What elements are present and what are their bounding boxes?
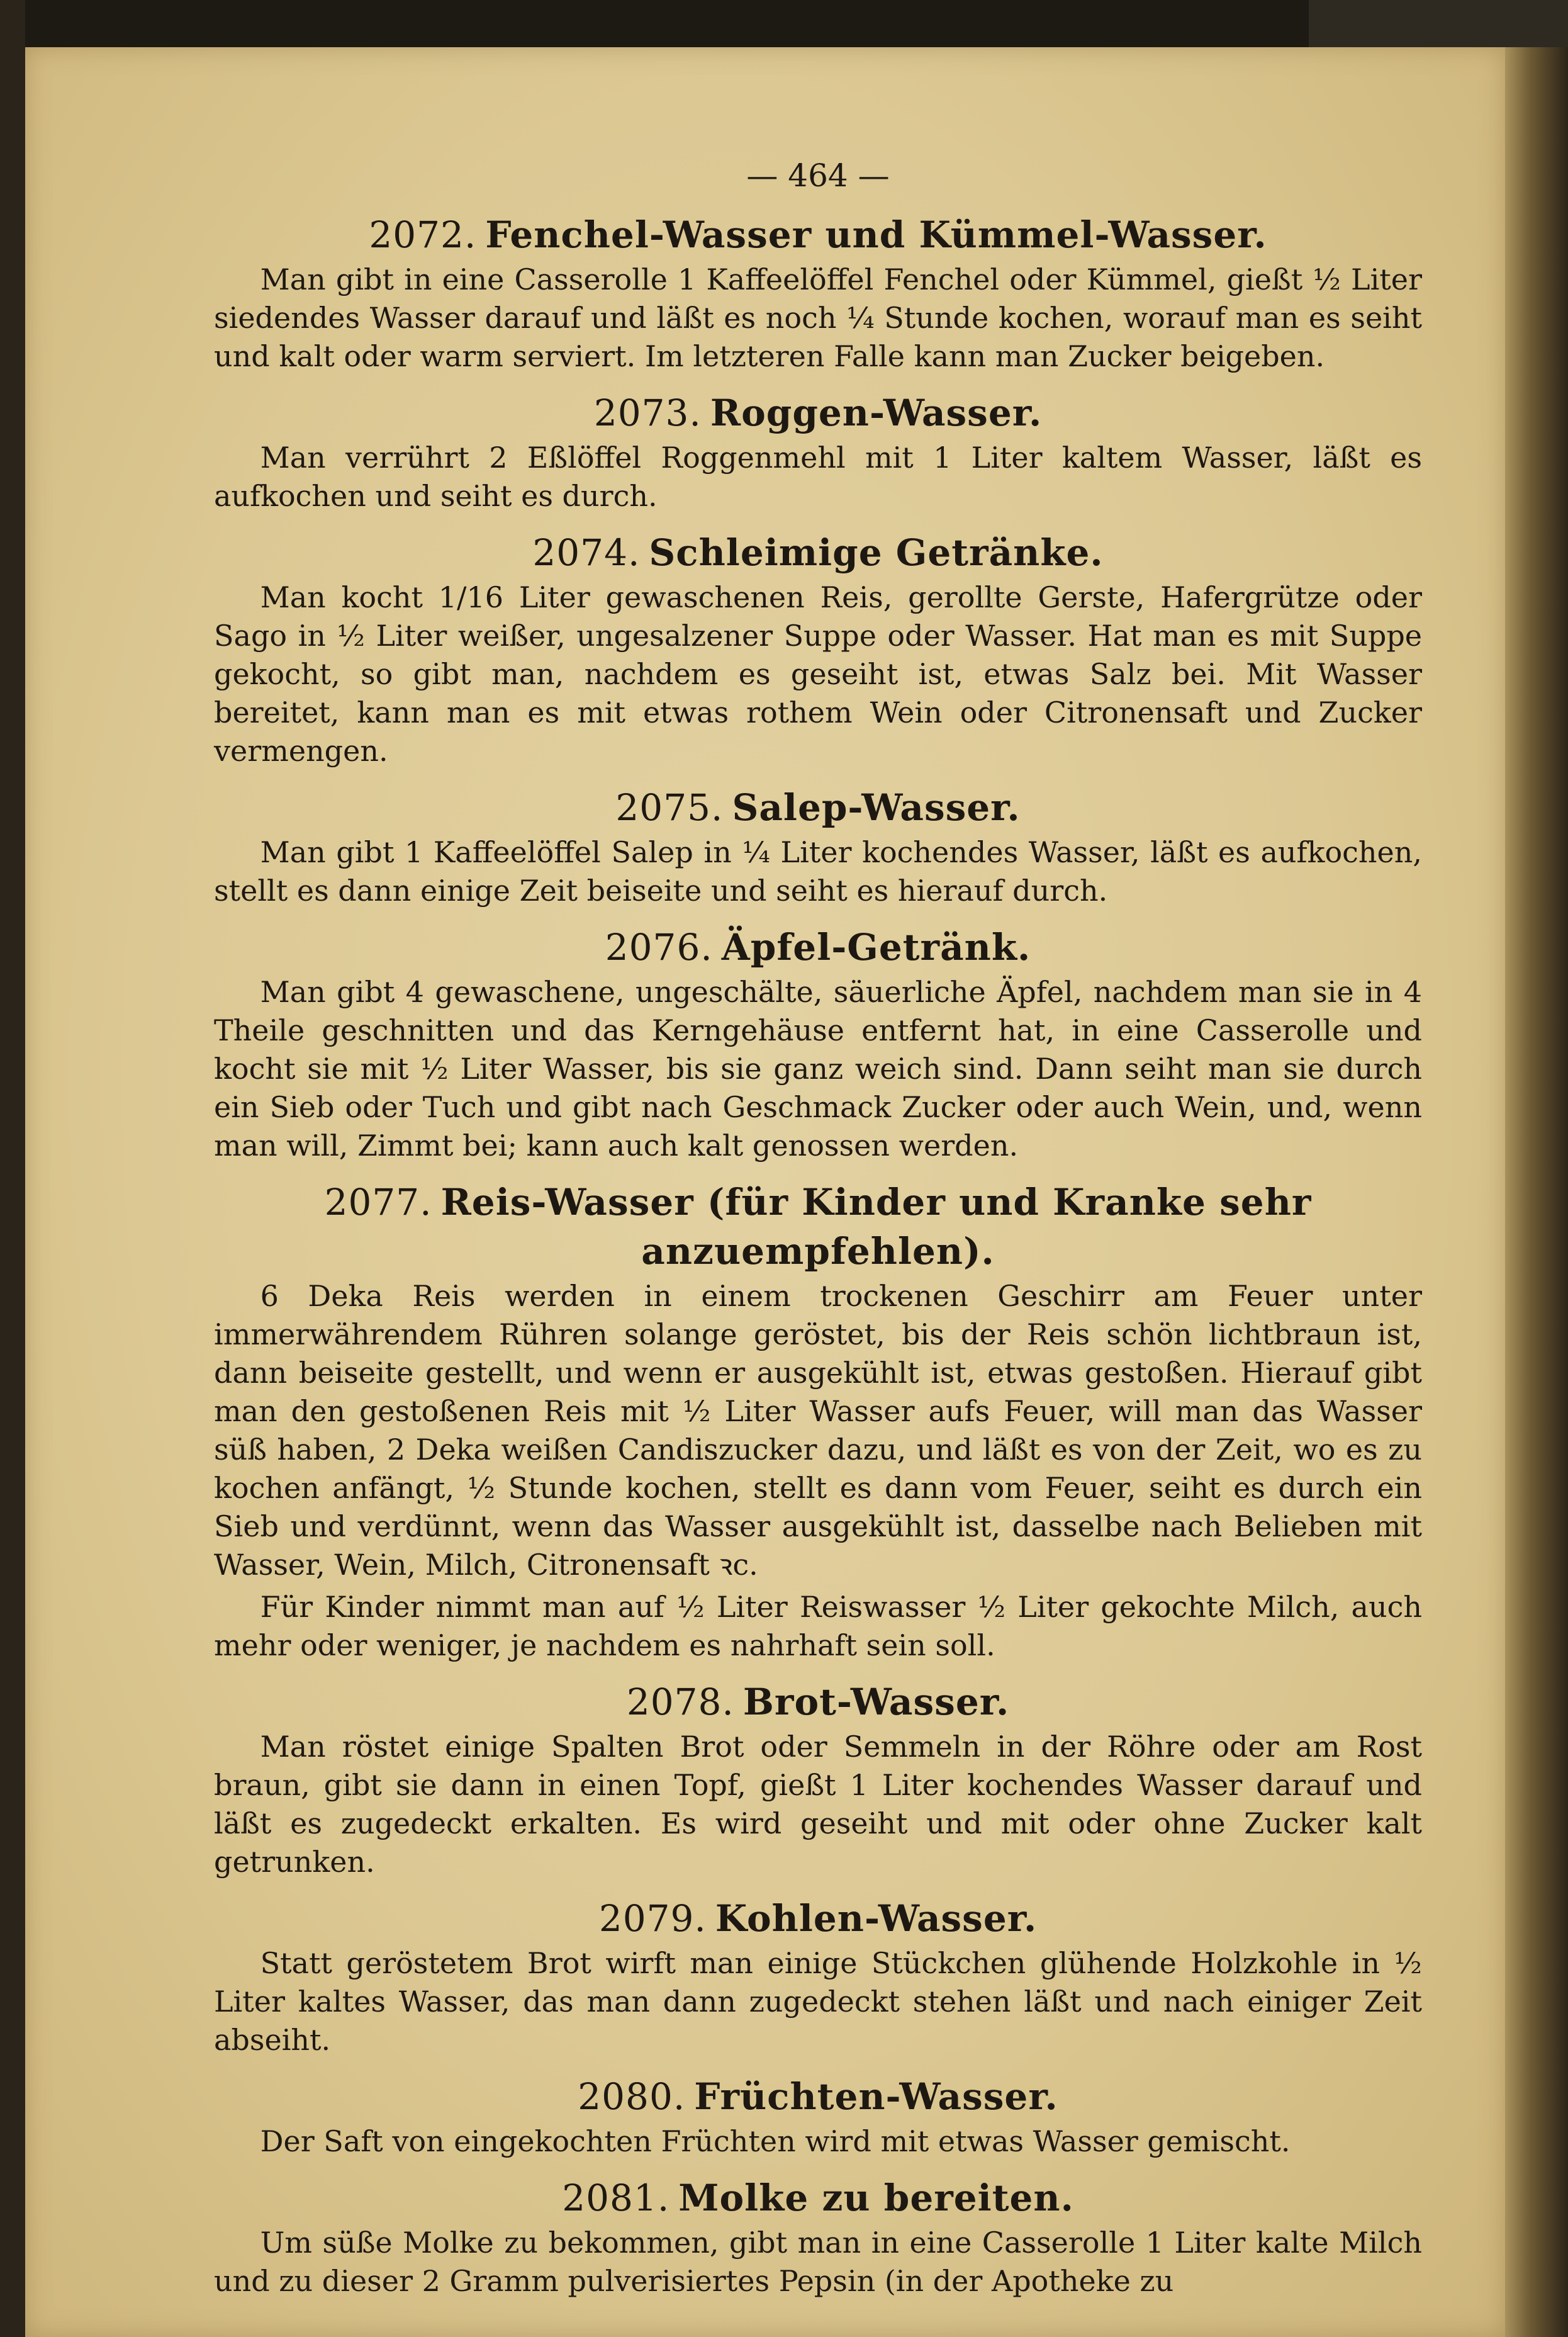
recipe-text: Man gibt 1 Kaffeelöffel Salep in ¼ Liter kochendes Wasser, läßt es aufkochen, stellt es dann einige Zeit beiseite und seiht es hierauf durch. — [214, 835, 1422, 908]
book-binding-left — [0, 0, 25, 2337]
recipe-text: Man verrührt 2 Eßlöffel Roggenmehl mit 1 Liter kaltem Wasser, läßt es aufkochen und seiht es durch. — [214, 441, 1422, 513]
page-content — [214, 157, 1422, 2313]
recipe-title: Reis-Wasser (für Kinder und Kranke sehr anzuempfehlen). — [440, 1181, 1312, 1273]
recipe-2078 — [214, 1677, 1422, 1881]
recipe-number: 2076. — [605, 926, 713, 969]
recipe-2079 — [214, 1894, 1422, 2059]
recipe-heading — [214, 2173, 1422, 2222]
recipe-number: 2073. — [593, 391, 702, 434]
recipe-text: Für Kinder nimmt man auf ½ Liter Reiswasser ½ Liter gekochte Milch, auch mehr oder weniger, je nachdem es nahrhaft sein soll. — [214, 1590, 1422, 1662]
recipe-2076 — [214, 923, 1422, 1165]
recipe-title: Kohlen-Wasser. — [715, 1897, 1038, 1940]
page-number: — 464 — — [746, 157, 890, 194]
recipe-number: 2081. — [562, 2177, 670, 2219]
recipe-text: 6 Deka Reis werden in einem trockenen Geschirr am Feuer unter immerwährendem Rühren solange geröstet, bis der Reis schön lichtbraun ist, dann beiseite gestellt, und wenn er ausgekühlt ist, etwas gestoßen. Hierauf gibt man den gestoßenen Reis mit ½ Liter Wasser aufs Feuer, will man das Wasser süß haben, 2 Deka weißen Candiszucker dazu, und läßt es von der Zeit, wo es zu kochen anfängt, ½ Stunde kochen, stellt es dann vom Feuer, seiht es durch ein Sieb und verdünnt, wenn das Wasser ausgekühlt ist, dasselbe nach Belieben mit Wasser, Wein, Milch, Citronensaft ꝛc. — [214, 1279, 1422, 1582]
scan-background-strip — [1309, 0, 1568, 47]
recipe-number: 2077. — [324, 1181, 432, 1224]
recipe-number: 2078. — [626, 1681, 734, 1723]
recipe-2072 — [214, 210, 1422, 376]
recipe-text: Man kocht 1/16 Liter gewaschenen Reis, gerollte Gerste, Hafergrütze oder Sago in ½ Liter weißer, ungesalzener Suppe oder Wasser. Hat man es mit Suppe gekocht, so gibt man, nachdem es geseiht ist, etwas Salz bei. Mit Wasser bereitet, kann man es mit etwas rothem Wein oder Citronensaft und Zucker vermengen. — [214, 580, 1422, 768]
recipe-2080 — [214, 2072, 1422, 2161]
recipe-2074 — [214, 528, 1422, 770]
page-edge-right — [1505, 47, 1568, 2337]
recipe-2075 — [214, 783, 1422, 910]
recipe-number: 2079. — [598, 1897, 707, 1940]
recipe-title: Roggen-Wasser. — [710, 391, 1043, 434]
recipe-heading — [214, 923, 1422, 972]
recipe-title: Brot-Wasser. — [742, 1681, 1010, 1723]
recipe-text: Man gibt in eine Casserolle 1 Kaffeelöffel Fenchel oder Kümmel, gießt ½ Liter siedendes Wasser darauf und läßt es noch ¼ Stunde kochen, worauf man es seiht und kalt oder warm serviert. Im letzteren Falle kann man Zucker beigeben. — [214, 262, 1422, 373]
recipe-title: Molke zu bereiten. — [678, 2177, 1074, 2219]
recipe-heading — [214, 210, 1422, 259]
recipe-text: Statt geröstetem Brot wirft man einige Stückchen glühende Holzkohle in ½ Liter kaltes Wasser, das man dann zugedeckt stehen läßt und nach einiger Zeit abseiht. — [214, 1946, 1422, 2057]
recipe-number: 2074. — [532, 531, 641, 574]
recipe-2073 — [214, 388, 1422, 515]
recipe-heading — [214, 2072, 1422, 2121]
recipe-heading — [214, 528, 1422, 577]
recipe-2077 — [214, 1178, 1422, 1665]
recipe-text: Um süße Molke zu bekommen, gibt man in eine Casserolle 1 Liter kalte Milch und zu dieser 2 Gramm pulverisiertes Pepsin (in der Apotheke zu — [214, 2226, 1422, 2298]
recipe-text: Man gibt 4 gewaschene, ungeschälte, säuerliche Äpfel, nachdem man sie in 4 Theile geschnitten und das Kerngehäuse entfernt hat, in eine Casserolle und kocht sie mit ½ Liter Wasser, bis sie ganz weich sind. Dann seiht man sie durch ein Sieb oder Tuch und gibt nach Geschmack Zucker oder auch Wein, und, wenn man will, Zimmt bei; kann auch kalt genossen werden. — [214, 975, 1422, 1163]
recipe-title: Salep-Wasser. — [732, 786, 1021, 829]
recipe-text: Der Saft von eingekochten Früchten wird mit etwas Wasser gemischt. — [260, 2124, 1291, 2158]
recipe-heading — [214, 1178, 1422, 1276]
recipe-heading — [214, 388, 1422, 437]
recipe-heading — [214, 1894, 1422, 1943]
recipe-heading — [214, 1677, 1422, 1726]
recipe-title: Früchten-Wasser. — [694, 2075, 1058, 2118]
recipe-title: Schleimige Getränke. — [649, 531, 1104, 574]
recipe-text: Man röstet einige Spalten Brot oder Semmeln in der Röhre oder am Rost braun, gibt sie dann in einen Topf, gießt 1 Liter kochendes Wasser darauf und läßt es zugedeckt erkalten. Es wird geseiht und mit oder ohne Zucker kalt getrunken. — [214, 1730, 1422, 1879]
recipe-number: 2072. — [369, 213, 477, 256]
recipe-2081 — [214, 2173, 1422, 2300]
recipe-title: Fenchel-Wasser und Kümmel-Wasser. — [485, 213, 1267, 256]
recipe-heading — [214, 783, 1422, 832]
recipe-number: 2075. — [615, 786, 724, 829]
recipe-number: 2080. — [578, 2075, 686, 2118]
recipe-title: Äpfel-Getränk. — [721, 926, 1031, 969]
